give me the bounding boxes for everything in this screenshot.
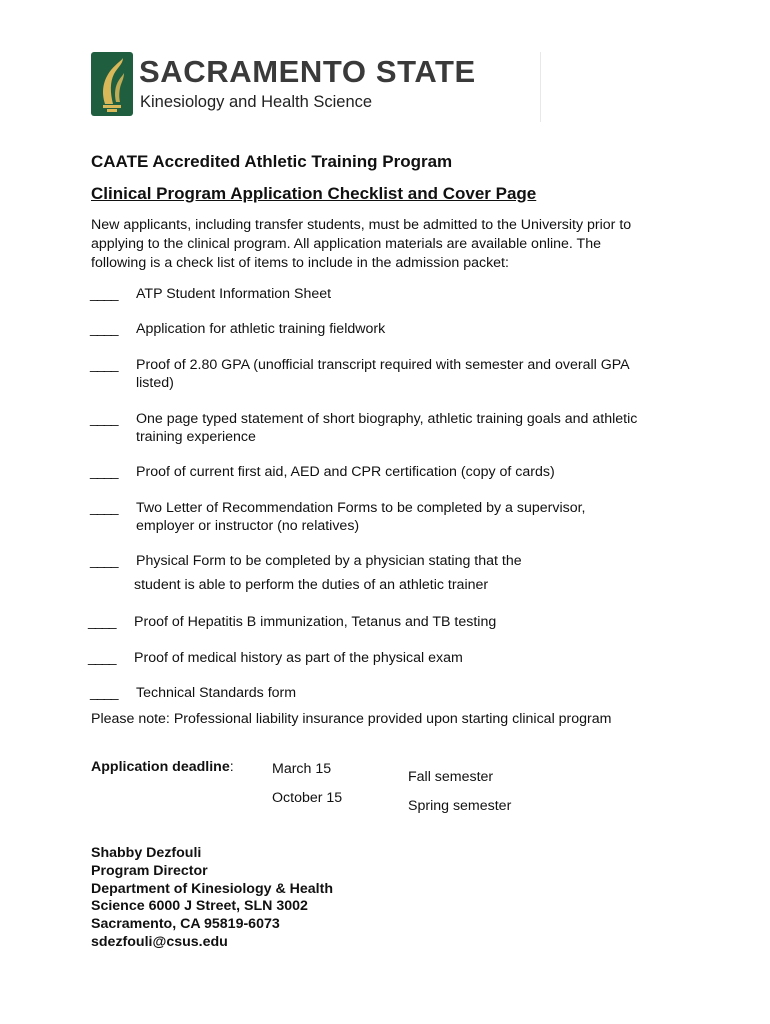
checkbox-blank: ____: [90, 286, 118, 302]
insurance-note: Please note: Professional liability insurance provided upon starting clinical program: [91, 711, 612, 727]
checkbox-blank: ____: [88, 650, 116, 666]
checkbox-blank: ____: [90, 464, 118, 480]
header-divider: [540, 52, 541, 122]
checkbox-blank: ____: [90, 411, 118, 427]
contact-department: Department of Kinesiology & Health: [91, 880, 334, 897]
deadline-label-text: Application deadline: [91, 759, 230, 775]
intro-paragraph: [91, 216, 691, 273]
contact-role: Program Director: [91, 862, 208, 879]
checklist-item-text: Technical Standards form: [136, 685, 297, 701]
checkbox-blank: ____: [90, 321, 118, 337]
checklist-item-text: listed): [136, 375, 174, 391]
checklist-item-text: Proof of 2.80 GPA (unofficial transcript required with semester and overall GPA: [136, 357, 630, 373]
logo-subtitle: Kinesiology and Health Science: [140, 93, 373, 111]
deadline-colon: :: [229, 759, 234, 775]
intro-line: applying to the clinical program. All application materials are available online. The: [91, 236, 601, 252]
checklist-item-text: Physical Form to be completed by a physician stating that the: [136, 553, 522, 569]
checklist-item-text: student is able to perform the duties of an athletic trainer: [134, 577, 489, 593]
checklist-item-text: Application for athletic training fieldwork: [136, 321, 386, 337]
page-subtitle: Clinical Program Application Checklist and Cover Page: [91, 184, 537, 203]
checkbox-blank: ____: [88, 614, 116, 630]
checkbox-blank: ____: [90, 357, 118, 373]
checkbox-blank: ____: [90, 685, 118, 701]
contact-name: Shabby Dezfouli: [91, 845, 202, 861]
checklist-item-text: One page typed statement of short biography, athletic training goals and athletic: [136, 411, 638, 427]
checklist-item-text: employer or instructor (no relatives): [136, 518, 360, 534]
checklist-item-text: training experience: [136, 429, 256, 445]
intro-line: New applicants, including transfer students, must be admitted to the University prior to: [91, 217, 632, 233]
checklist-item-text: Two Letter of Recommendation Forms to be completed by a supervisor,: [136, 500, 586, 516]
checkbox-blank: ____: [90, 553, 118, 569]
hornet-seal-icon: [91, 52, 133, 116]
university-logo: [91, 52, 476, 118]
checklist-item-text: Proof of Hepatitis B immunization, Tetanus and TB testing: [134, 614, 497, 630]
contact-address: Science 6000 J Street, SLN 3002: [91, 898, 308, 915]
contact-email[interactable]: sdezfouli@csus.edu: [91, 933, 228, 950]
page-title: CAATE Accredited Athletic Training Program: [91, 152, 453, 171]
checklist-item-text: Proof of current first aid, AED and CPR certification (copy of cards): [136, 464, 555, 480]
semester-spring: Spring semester: [408, 798, 512, 814]
contact-city: Sacramento, CA 95819-6073: [91, 916, 280, 933]
checklist-item-text: Proof of medical history as part of the physical exam: [134, 650, 463, 666]
deadline-label: [91, 758, 234, 776]
checkbox-blank: ____: [90, 500, 118, 516]
logo-wordmark: SACRAMENTO STATE: [139, 54, 476, 89]
deadline-date-fall: March 15: [272, 761, 332, 777]
deadline-date-spring: October 15: [272, 790, 343, 806]
semester-fall: Fall semester: [408, 769, 494, 785]
intro-line: following is a check list of items to include in the admission packet:: [91, 255, 509, 271]
contact-block: [91, 845, 333, 952]
checklist-item-text: ATP Student Information Sheet: [136, 286, 332, 302]
